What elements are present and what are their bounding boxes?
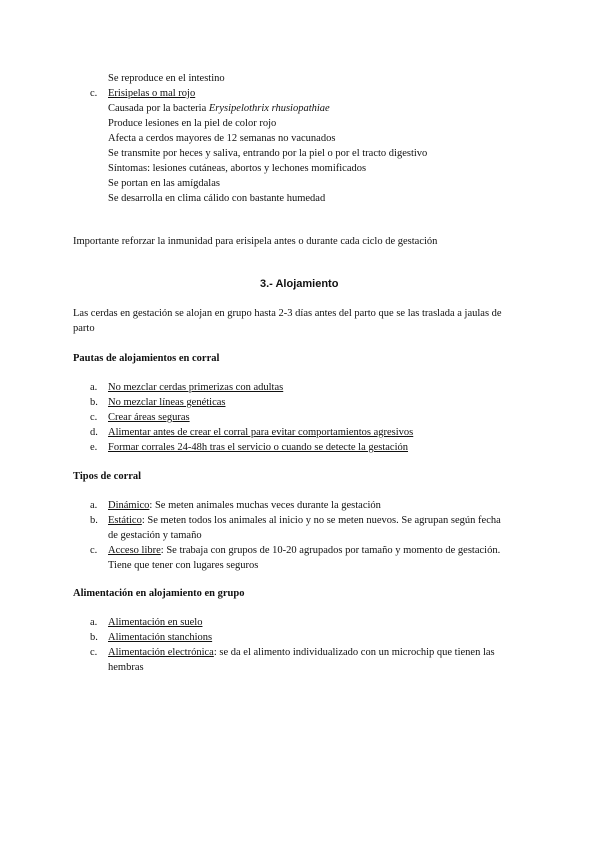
erisipela-line: Se desarrolla en clima cálido con bastante humedad [108,193,326,204]
species-name: Erysipelothrix rhusiopathiae [208,103,330,114]
section-paragraph-line: parto [73,323,95,334]
erisipela-line: Se transmite por heces y saliva, entrando por la piel o por el tracto digestivo [108,148,428,159]
section-heading: 3.- Alojamiento [260,278,339,290]
list-marker: c. [90,647,98,658]
list-marker: a. [90,617,98,628]
item-term: Alimentación en suelo [108,617,203,628]
list-item: No mezclar líneas genéticas [108,397,226,408]
list-marker: b. [90,515,98,526]
item-term: Estático [108,515,142,526]
list-item [108,645,495,660]
item-term: Alimentación electrónica [108,647,214,658]
erisipela-line [108,101,330,116]
section-paragraph-line: Las cerdas en gestación se alojan en grupo hasta 2-3 días antes del parto que se las traslada a jaulas de [73,308,502,319]
item-text: : Se trabaja con grupos de 10-20 agrupados por tamaño y momento de gestación. [160,545,501,556]
intro-line: Se reproduce en el intestino [108,73,225,84]
list-item: Crear áreas seguras [108,412,190,423]
list-item [108,498,381,513]
alimentacion-title: Alimentación en alojamiento en grupo [73,588,245,599]
list-item [108,630,212,645]
item-continuation: hembras [108,662,144,673]
item-text: : se da el alimento individualizado con un microchip que tienen las [213,647,495,658]
item-text: : Se meten todos los animales al inicio y no se meten nuevos. Se agrupan según fecha [141,515,501,526]
caused-prefix: Causada por la bacteria [108,103,209,114]
item-continuation: Tiene que tener con lugares seguros [108,560,259,571]
tipos-title: Tipos de corral [73,471,142,482]
item-term: Dinámico [108,500,150,511]
list-marker: b. [90,632,98,643]
item-continuation: de gestación y tamaño [108,530,202,541]
list-marker: e. [90,442,98,453]
erisipela-line: Produce lesiones en la piel de color rojo [108,118,277,129]
list-item [108,513,501,528]
item-text: : Se meten animales muchas veces durante la gestación [149,500,381,511]
list-marker: c. [90,88,98,99]
list-marker: b. [90,397,98,408]
list-marker: a. [90,500,98,511]
list-item [108,615,202,630]
erisipela-line: Se portan en las amígdalas [108,178,220,189]
erisipela-line: Síntomas: lesiones cutáneas, abortos y lechones momificados [108,163,367,174]
list-marker: c. [90,412,98,423]
erisipela-line: Afecta a cerdos mayores de 12 semanas no vacunados [108,133,336,144]
list-item: Formar corrales 24-48h tras el servicio o cuando se detecte la gestación [108,442,409,453]
item-term: Acceso libre [108,545,161,556]
pautas-title: Pautas de alojamientos en corral [73,353,220,364]
list-item: No mezclar cerdas primerizas con adultas [108,382,284,393]
list-item [108,543,500,558]
important-note: Importante reforzar la inmunidad para erisipela antes o durante cada ciclo de gestación [73,236,438,247]
list-marker: a. [90,382,98,393]
erisipela-title: Erisipelas o mal rojo [108,88,196,99]
list-marker: d. [90,427,98,438]
list-item: Alimentar antes de crear el corral para evitar comportamientos agresivos [108,427,414,438]
item-term: Alimentación stanchions [108,632,213,643]
list-marker: c. [90,545,98,556]
